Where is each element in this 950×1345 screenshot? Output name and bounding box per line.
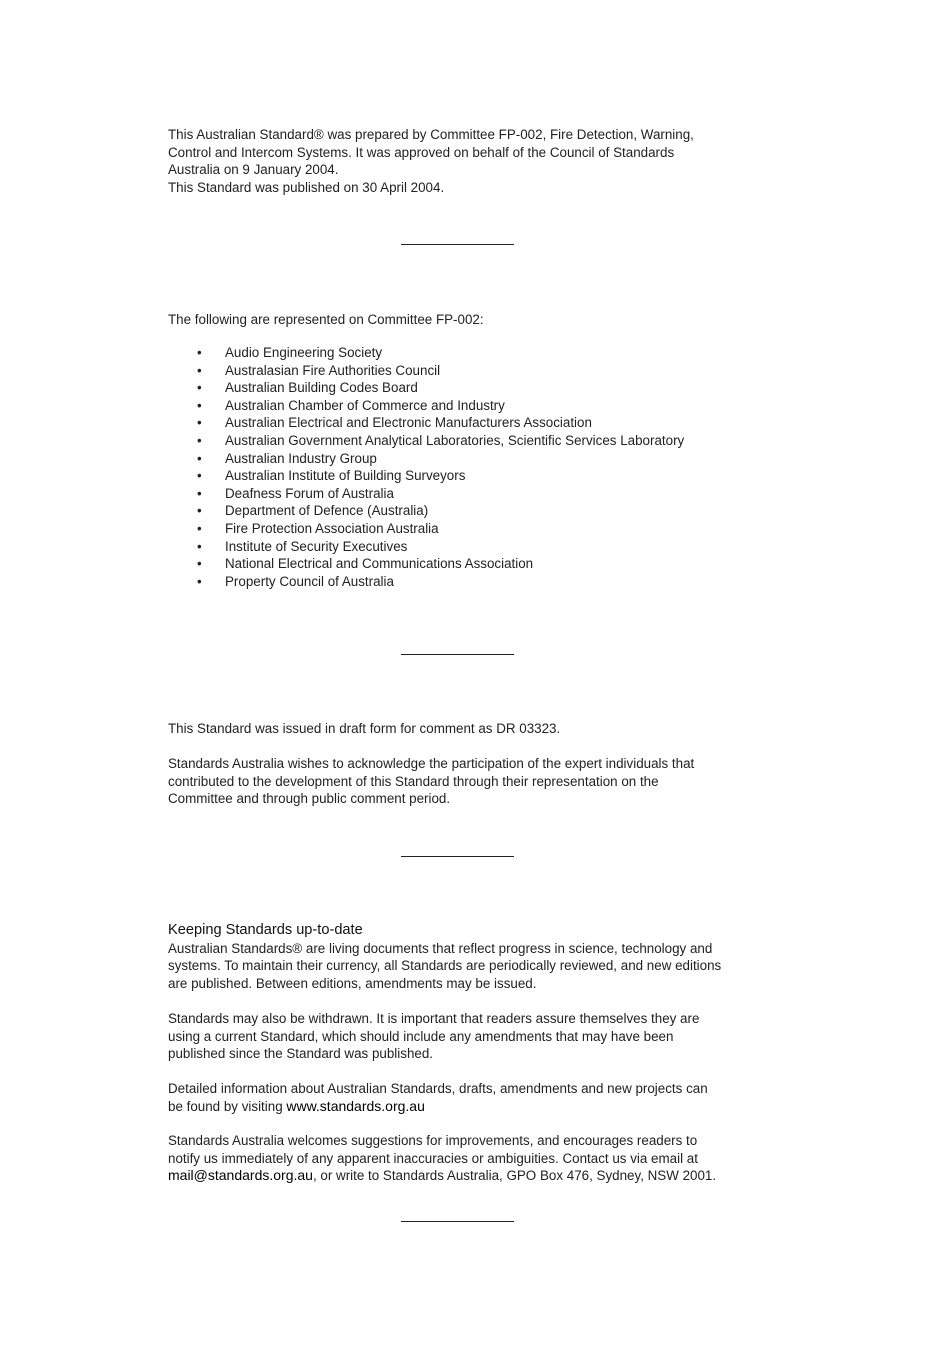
list-item	[168, 432, 788, 450]
list-item	[168, 485, 788, 503]
visiting-text: be found by visiting	[168, 1098, 287, 1114]
bullet-icon: •	[197, 432, 202, 448]
preparation-line: Australia on 9 January 2004.	[168, 162, 339, 178]
bullet-icon: •	[197, 556, 202, 572]
email-link[interactable]: mail@standards.org.au	[168, 1167, 313, 1184]
list-item	[168, 573, 788, 591]
acknowledgement-line: contributed to the development of this Standard through their representation on the	[168, 773, 659, 789]
paragraph-line: Standards may also be withdrawn. It is important that readers assure themselves they are	[168, 1011, 700, 1026]
member-name: Australian Chamber of Commerce and Industry	[225, 397, 505, 413]
information-paragraph	[168, 1080, 768, 1115]
member-name: Australasian Fire Authorities Council	[225, 362, 441, 378]
list-item	[168, 414, 788, 432]
section-divider	[401, 856, 514, 857]
list-item	[168, 397, 788, 415]
list-item	[168, 344, 788, 362]
paragraph-line: systems. To maintain their currency, all Standards are periodically reviewed, and new editions	[168, 958, 722, 974]
bullet-icon: •	[197, 397, 202, 413]
list-item	[168, 520, 788, 538]
bullet-icon: •	[197, 538, 202, 554]
preparation-paragraph	[168, 126, 768, 196]
paragraph-line: Australian Standards® are living documents that reflect progress in science, technology and	[168, 940, 713, 956]
member-name: Audio Engineering Society	[225, 345, 383, 360]
list-item	[168, 467, 788, 485]
member-name: Deafness Forum of Australia	[225, 485, 394, 501]
committee-intro	[168, 311, 768, 329]
list-item	[168, 555, 788, 573]
committee-member-list	[168, 344, 788, 590]
member-name: Department of Defence (Australia)	[225, 503, 429, 519]
member-name: Fire Protection Association Australia	[225, 520, 439, 536]
bullet-icon: •	[197, 520, 202, 536]
paragraph-line: notify us immediately of any apparent inaccuracies or ambiguities. Contact us via email at	[168, 1150, 698, 1166]
bullet-icon: •	[197, 503, 202, 519]
draft-issued-paragraph	[168, 720, 768, 738]
section-divider	[401, 654, 514, 655]
paragraph-line	[168, 1167, 768, 1185]
up-to-date-section	[168, 922, 768, 992]
member-name: Australian Industry Group	[225, 450, 377, 466]
member-name: Australian Institute of Building Surveyors	[225, 468, 466, 484]
website-link[interactable]: www.standards.org.au	[286, 1097, 425, 1114]
list-item	[168, 450, 788, 468]
bullet-icon: •	[197, 415, 202, 431]
acknowledgement-line: Committee and through public comment period.	[168, 791, 451, 807]
bullet-icon: •	[197, 345, 202, 360]
list-item	[168, 502, 788, 520]
section-divider	[401, 1221, 514, 1222]
section-heading: Keeping Standards up-to-date	[168, 922, 363, 938]
list-item	[168, 362, 788, 380]
section-divider	[401, 244, 514, 245]
bullet-icon: •	[197, 380, 202, 396]
paragraph-line	[168, 1098, 768, 1116]
bullet-icon: •	[197, 450, 202, 466]
bullet-icon: •	[197, 485, 202, 501]
paragraph-line: Detailed information about Australian Standards, drafts, amendments and new projects can	[168, 1081, 708, 1096]
acknowledgement-paragraph	[168, 755, 768, 808]
publication-date-line: This Standard was published on 30 April 2004.	[168, 179, 445, 195]
paragraph-line: are published. Between editions, amendments may be issued.	[168, 975, 537, 991]
committee-intro-text: The following are represented on Committee FP-002:	[168, 312, 484, 327]
member-name: Australian Electrical and Electronic Manufacturers Association	[225, 415, 592, 431]
withdrawal-paragraph	[168, 1010, 768, 1063]
list-item	[168, 379, 788, 397]
member-name: Australian Government Analytical Laboratories, Scientific Services Laboratory	[225, 432, 685, 448]
paragraph-line: using a current Standard, which should include any amendments that may have been	[168, 1028, 674, 1044]
address-text: , or write to Standards Australia, GPO Box 476, Sydney, NSW 2001.	[312, 1168, 717, 1184]
list-item	[168, 538, 788, 556]
member-name: Institute of Security Executives	[225, 538, 408, 554]
paragraph-line: published since the Standard was published.	[168, 1046, 434, 1062]
member-name: Australian Building Codes Board	[225, 380, 418, 396]
contact-paragraph	[168, 1132, 768, 1185]
preparation-line: Control and Intercom Systems. It was approved on behalf of the Council of Standards	[168, 144, 675, 160]
bullet-icon: •	[197, 573, 202, 589]
member-name: Property Council of Australia	[225, 573, 394, 589]
bullet-icon: •	[197, 362, 202, 378]
member-name: National Electrical and Communications Association	[225, 556, 534, 572]
acknowledgement-line: Standards Australia wishes to acknowledge the participation of the expert individuals that	[168, 756, 695, 771]
draft-issued-text: This Standard was issued in draft form for comment as DR 03323.	[168, 721, 561, 736]
bullet-icon: •	[197, 468, 202, 484]
paragraph-line: Standards Australia welcomes suggestions for improvements, and encourages readers to	[168, 1133, 698, 1148]
preparation-line: This Australian Standard® was prepared by Committee FP-002, Fire Detection, Warning,	[168, 127, 694, 142]
